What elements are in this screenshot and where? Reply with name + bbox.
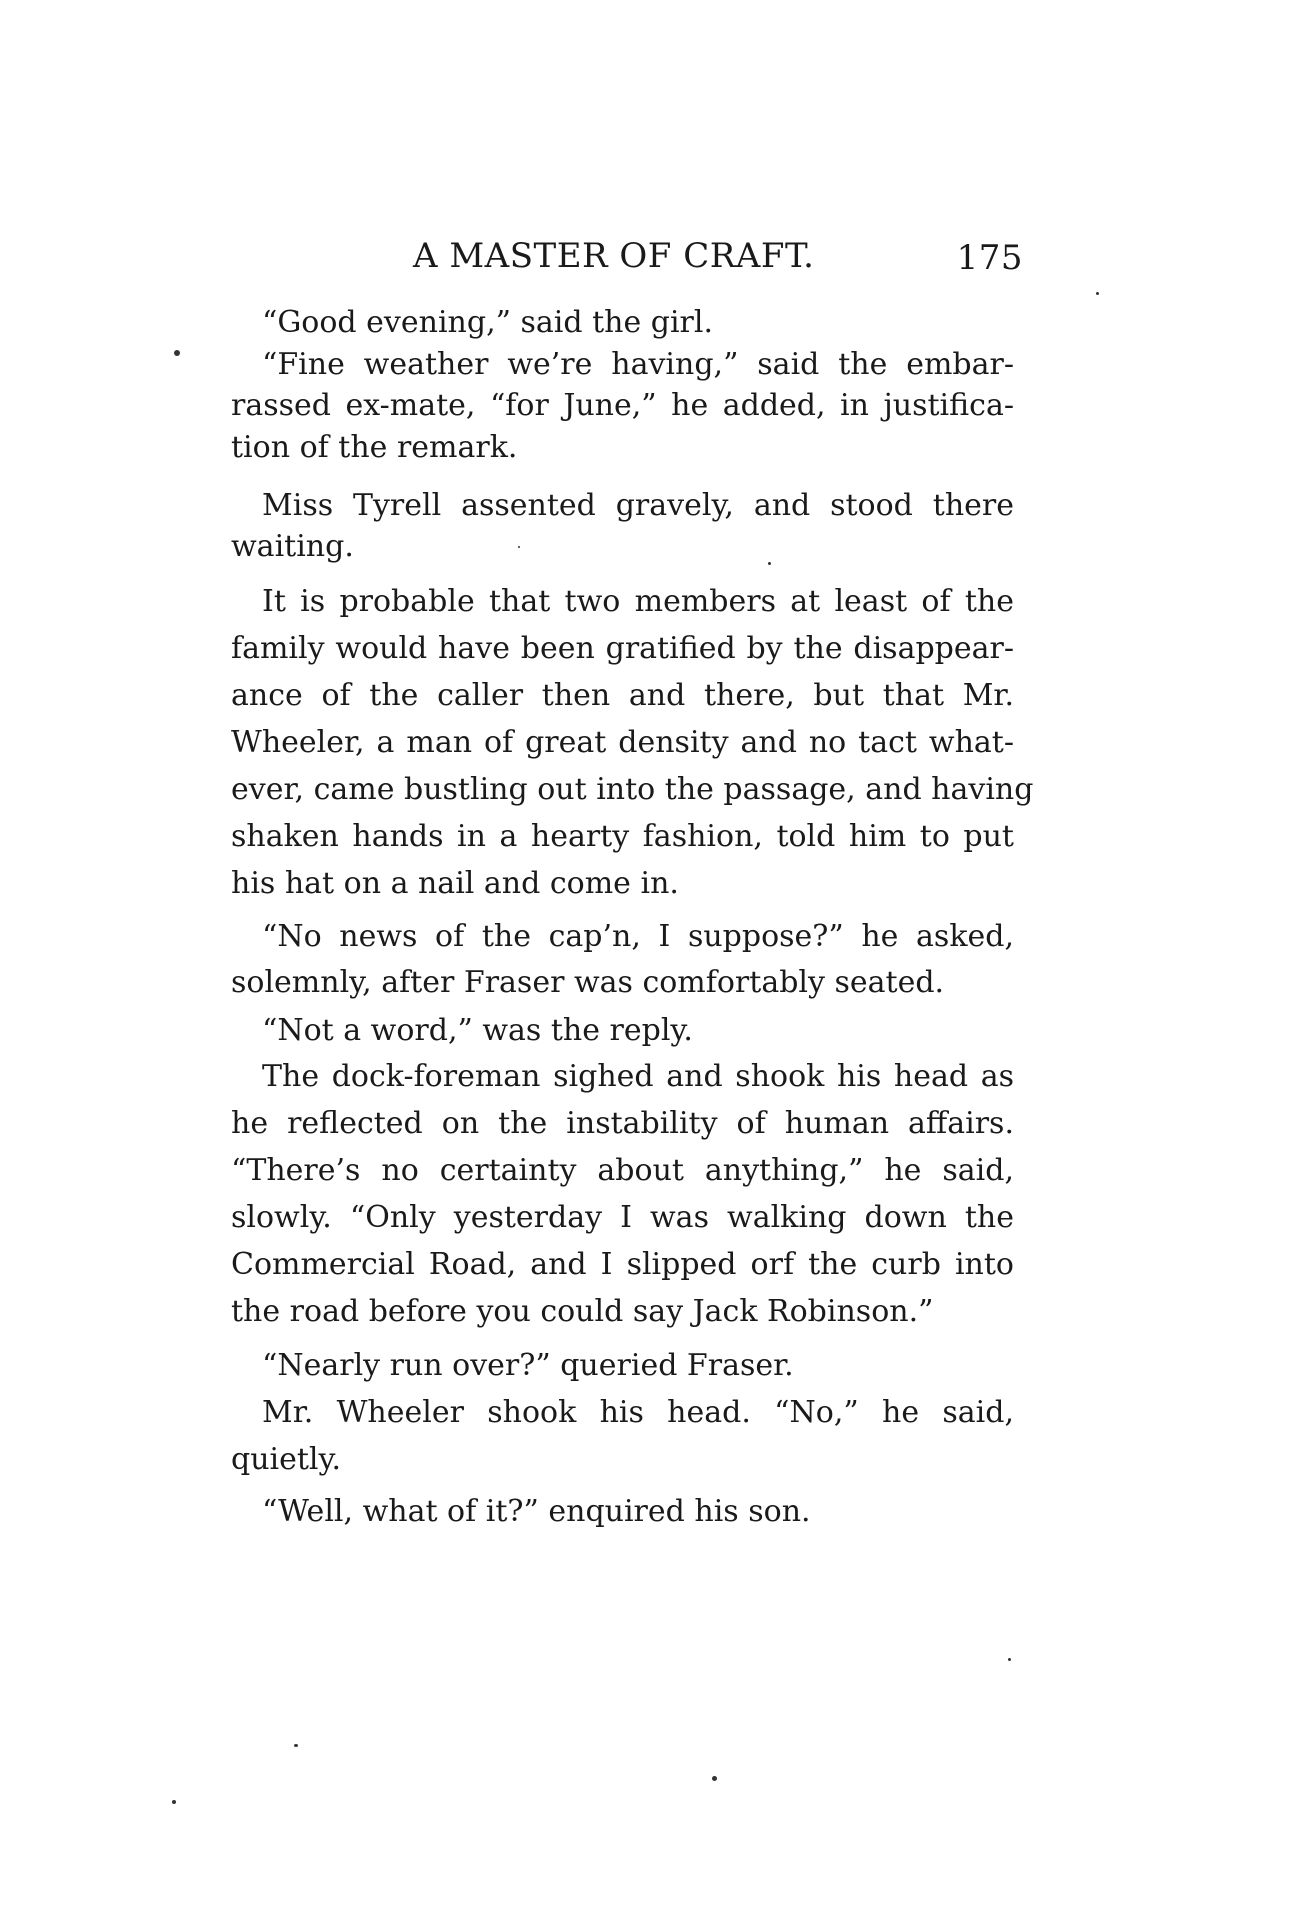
text-line: “There’s no certainty about anything,” he said, [231,1153,1014,1188]
text-line: ance of the caller then and there, but that Mr. [231,678,1014,713]
scan-speck [1096,292,1099,295]
scan-speck [294,1744,298,1747]
text-line: tion of the remark. [231,430,518,465]
text-line: “Not a word,” was the reply. [262,1013,693,1048]
scan-speck [768,562,771,565]
text-line: solemnly, after Fraser was comfortably seated. [231,965,945,1000]
text-line: the road before you could say Jack Robinson.” [231,1294,934,1329]
scan-speck [518,546,520,548]
text-line: shaken hands in a hearty fashion, told him to put [231,819,1014,854]
text-line: “Fine weather we’re having,” said the embar- [262,347,1014,382]
text-line: rassed ex-mate, “for June,” he added, in justifica- [231,388,1014,423]
running-title: A MASTER OF CRAFT. [413,236,815,276]
text-line: quietly. [231,1442,342,1477]
running-head [228,236,1023,280]
text-line: It is probable that two members at least of the [262,584,1014,619]
text-line: waiting. [231,529,354,564]
scan-speck [172,1800,176,1804]
text-line: ever, came bustling out into the passage, and having [231,772,1034,807]
text-line: family would have been gratified by the disappear- [231,631,1014,666]
text-line: slowly. “Only yesterday I was walking down the [231,1200,1014,1235]
text-line: Wheeler, a man of great density and no tact what- [231,725,1014,760]
text-line: “No news of the cap’n, I suppose?” he asked, [262,919,1014,954]
text-line: Miss Tyrell assented gravely, and stood there [262,488,1014,523]
text-line: he reflected on the instability of human affairs. [231,1106,1014,1141]
scan-speck [174,350,180,356]
text-line: “Nearly run over?” queried Fraser. [262,1348,794,1383]
text-line: “Well, what of it?” enquired his son. [262,1494,811,1529]
text-line: Mr. Wheeler shook his head. “No,” he said, [262,1395,1014,1430]
text-line: Commercial Road, and I slipped orf the curb into [231,1247,1014,1282]
text-line: The dock-foreman sighed and shook his head as [262,1059,1014,1094]
scan-speck [1008,1658,1011,1661]
scan-speck [712,1776,717,1781]
page-number: 175 [956,238,1023,278]
text-line: “Good evening,” said the girl. [262,305,714,340]
text-line: his hat on a nail and come in. [231,866,679,901]
